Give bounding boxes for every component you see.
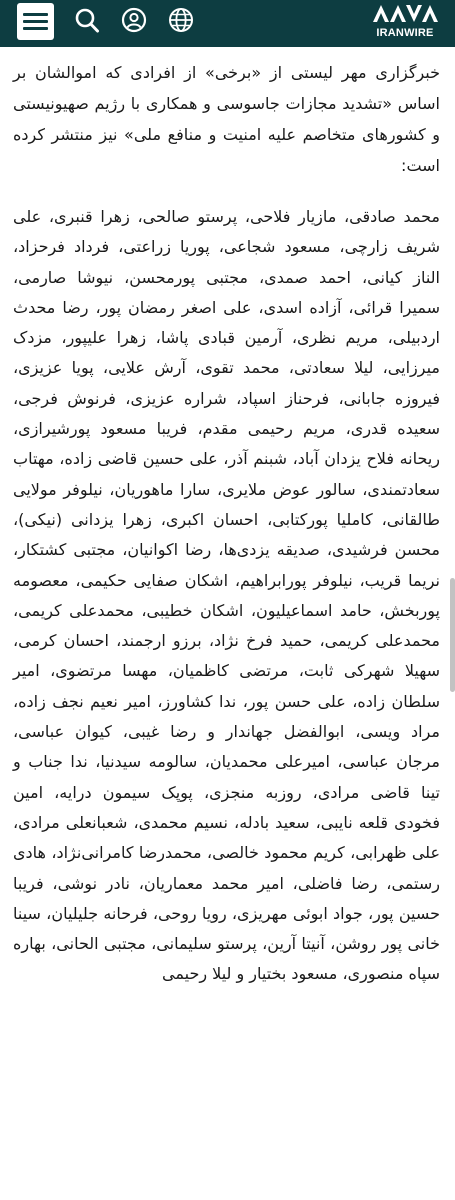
menu-icon-line xyxy=(23,13,48,16)
account-icon xyxy=(121,6,147,34)
iranwire-logo[interactable] xyxy=(372,2,438,42)
menu-icon-line xyxy=(23,20,48,23)
article-intro-paragraph: خبرگزاری مهر لیستی از «برخی» از افرادی که اموالشان بر اساس «تشدید مجازات جاسوسی و همکاری با رژیم صهیونیستی و کشورهای متخاصم علیه امنیت و منافع ملی» نیز منتشر کرده است: xyxy=(13,63,440,175)
article-body xyxy=(13,57,440,990)
logo-mark-icon xyxy=(372,2,438,26)
menu-icon-line xyxy=(23,27,48,30)
search-icon xyxy=(74,6,100,34)
top-navigation-bar xyxy=(0,0,455,47)
account-button[interactable] xyxy=(121,6,147,34)
scrollbar-thumb[interactable] xyxy=(450,578,455,692)
language-button[interactable] xyxy=(168,6,194,34)
menu-button[interactable] xyxy=(17,3,54,40)
globe-icon xyxy=(168,6,194,34)
names-list-paragraph: محمد صادقی، مازیار فلاحی، پرستو صالحی، زهرا قنبری، علی شریف زارچی، مسعود شجاعی، پوریا زراعتی، فرداد فرحزاد، الناز کیانی، احمد صمدی، مجتبی پورمحسن، نیوشا صارمی، سمیرا قرائی، آزاده اسدی، علی اصغر رمضان پور، رضا محدث اردبیلی، مریم نظری، آرمین قبادی پاشا، زهرا علیپور، مزدک میرزایی، لیلا سعادتی، محمد تقوی، آرش علایی، پویا عزیزی، فیروزه جابانی، فرحناز اسپاد، شراره عزیزی، فرنوش فرجی، سعیده قدری، مریم رحیمی مقدم، فریبا مسعود پورشیرازی، ریحانه فلاح یزدان آباد، شبنم آذر، علی حسین قاضی زاده، مهتاب سعادتمندی، سالور عوض ملایری، سارا ماهوریان، نیلوفر مولایی طالقانی، کاملیا پورکتابی، احسان اکبری، زهرا یزدانی (نیکی)، محسن فرشیدی، صدیقه یزدی‌ها، رضا اکوانیان، مجتبی کشتکار، نریما قریب، نیلوفر پورابراهیم، اشکان صفایی حکیمی، معصومه پوربخش، حامد اسماعیلیون، اشکان خطیبی، محمدعلی کریمی، محمدعلی کریمی، حمید فرخ نژاد، برزو ارجمند، احسان کرمی، سهیلا شهرکی ثابت، مرتضی کاظمیان، مهسا مرتضوی، امیر سلطان زاده، علی حسن پور، ندا کشاورز، امیر نعیم نجف زاده، مراد ویسی، ابوالفضل جهاندار و رضا غیبی، کیوان عباسی، مرجان عباسی، امیرعلی محمدیان، سالومه سیدنیا، ندا جناب و تینا قاضی مرادی، روزبه منجزی، پوپک سیمون درایه، امین فخودی قلعه نایبی، سعید بادله، نسیم محمدی، شعبانعلی مرادی، علی ظهرابی، کریم محمود خالصی، محمدرضا کامرانی‌نژاد، هادی رستمی، رضا فاضلی، امیر محمد معماریان، نادر نوشی، فریبا حسین پور، جواد ابوئی مهریزی، رویا روحی، فرحانه جلیلیان، سینا خانی پور روشن، آنیتا آرین، پرستو سلیمانی، مجتبی الحانی، بهاره سپاه منصوری، مسعود بختیار و لیلا رحیمی xyxy=(13,207,440,984)
brand-name: IRANWIRE xyxy=(376,27,434,39)
search-button[interactable] xyxy=(74,6,100,34)
